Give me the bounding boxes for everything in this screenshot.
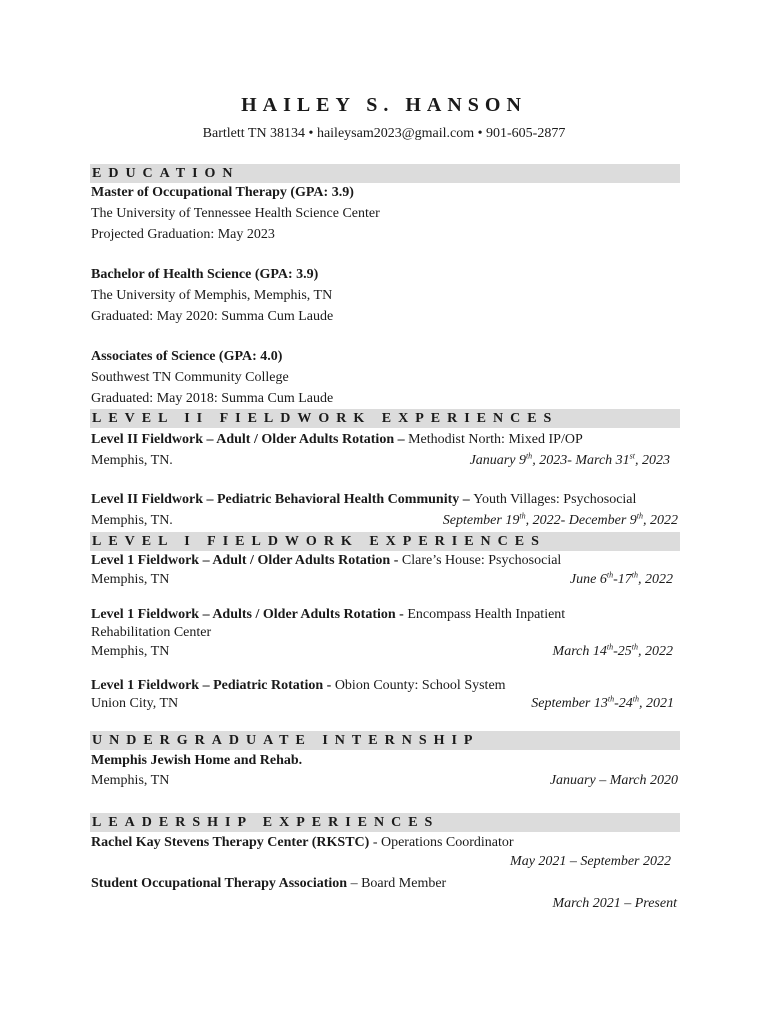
fieldwork-site: Methodist North: Mixed IP/OP <box>408 432 583 447</box>
candidate-name: HAILEY S. HANSON <box>241 94 527 116</box>
fieldwork-location: Union City, TN <box>91 696 179 711</box>
separator: – <box>347 876 362 891</box>
internship-location: Memphis, TN <box>91 773 170 788</box>
degree-title: Master of Occupational Therapy (GPA: 3.9) <box>91 185 354 200</box>
leadership-entry-title <box>91 875 681 893</box>
fieldwork-title: Level 1 Fieldwork – Pediatric Rotation <box>91 678 324 693</box>
degree-title: Bachelor of Health Science (GPA: 3.9) <box>91 267 319 282</box>
fieldwork-site: Encompass Health Inpatient <box>407 607 566 622</box>
fieldwork-title: Level II Fieldwork – Pediatric Behavioral Health Community <box>91 492 460 507</box>
leadership-role: Board Member <box>361 876 447 891</box>
fieldwork-site: Youth Villages: Psychosocial <box>473 492 637 507</box>
leadership-dates: March 2021 – Present <box>552 896 677 911</box>
section-header-level2-fieldwork <box>90 409 680 428</box>
separator: - <box>369 835 381 850</box>
fieldwork-title: Level 1 Fieldwork – Adult / Older Adults Rotation <box>91 553 391 568</box>
leadership-entry-title <box>91 834 681 852</box>
section-header-internship <box>90 731 680 750</box>
fieldwork-location: Memphis, TN <box>91 644 170 659</box>
fieldwork-dates: January 9th, 2023- March 31st, 2023 <box>469 451 670 468</box>
separator: – <box>459 492 474 507</box>
fieldwork-entry-title <box>91 491 681 509</box>
leadership-role: Operations Coordinator <box>380 835 514 850</box>
fieldwork-entry-title <box>91 431 681 449</box>
fieldwork-entry-title <box>91 677 681 695</box>
fieldwork-site: Clare’s House: Psychosocial <box>401 553 562 568</box>
section-header-level1-fieldwork <box>90 532 680 551</box>
leadership-dates: May 2021 – September 2022 <box>510 854 671 869</box>
section-header-leadership <box>90 813 680 832</box>
school-name: Southwest TN Community College <box>91 370 289 385</box>
organization-name: Student Occupational Therapy Association <box>91 876 348 891</box>
fieldwork-title: Level 1 Fieldwork – Adults / Older Adults Rotation <box>91 607 396 622</box>
fieldwork-dates: June 6th-17th, 2022 <box>569 570 673 587</box>
section-title: LEVEL II FIELDWORK EXPERIENCES <box>92 411 559 426</box>
fieldwork-site-continued: Rehabilitation Center <box>91 625 212 640</box>
fieldwork-location: Memphis, TN <box>91 572 170 587</box>
fieldwork-entry-title <box>91 606 681 624</box>
graduation-status: Projected Graduation: May 2023 <box>91 227 275 242</box>
section-title: LEADERSHIP EXPERIENCES <box>92 815 440 830</box>
school-name: The University of Tennessee Health Science Center <box>91 206 380 221</box>
fieldwork-dates: September 13th-24th, 2021 <box>531 694 674 711</box>
section-title: UNDERGRADUATE INTERNSHIP <box>92 733 480 748</box>
contact-info: Bartlett TN 38134 • haileysam2023@gmail.com • 901-605-2877 <box>202 126 566 141</box>
internship-title: Memphis Jewish Home and Rehab. <box>91 753 303 768</box>
separator: - <box>390 553 402 568</box>
graduation-status: Graduated: May 2020: Summa Cum Laude <box>91 309 334 324</box>
fieldwork-dates: September 19th, 2022- December 9th, 2022 <box>442 511 678 528</box>
fieldwork-title: Level II Fieldwork – Adult / Older Adults Rotation <box>91 432 395 447</box>
fieldwork-site: Obion County: School System <box>334 678 506 693</box>
fieldwork-location: Memphis, TN. <box>91 453 173 468</box>
fieldwork-location: Memphis, TN. <box>91 513 173 528</box>
separator: – <box>394 432 409 447</box>
organization-name: Rachel Kay Stevens Therapy Center (RKSTC) <box>91 835 370 850</box>
section-header-education <box>90 164 680 183</box>
internship-dates: January – March 2020 <box>549 773 678 788</box>
degree-title: Associates of Science (GPA: 4.0) <box>91 349 283 364</box>
fieldwork-entry-title <box>91 552 681 570</box>
school-name: The University of Memphis, Memphis, TN <box>91 288 333 303</box>
separator: - <box>395 607 408 622</box>
graduation-status: Graduated: May 2018: Summa Cum Laude <box>91 391 334 406</box>
fieldwork-dates: March 14th-25th, 2022 <box>552 642 673 659</box>
section-title: LEVEL I FIELDWORK EXPERIENCES <box>92 534 546 549</box>
section-title: EDUCATION <box>92 166 240 181</box>
separator: - <box>323 678 335 693</box>
